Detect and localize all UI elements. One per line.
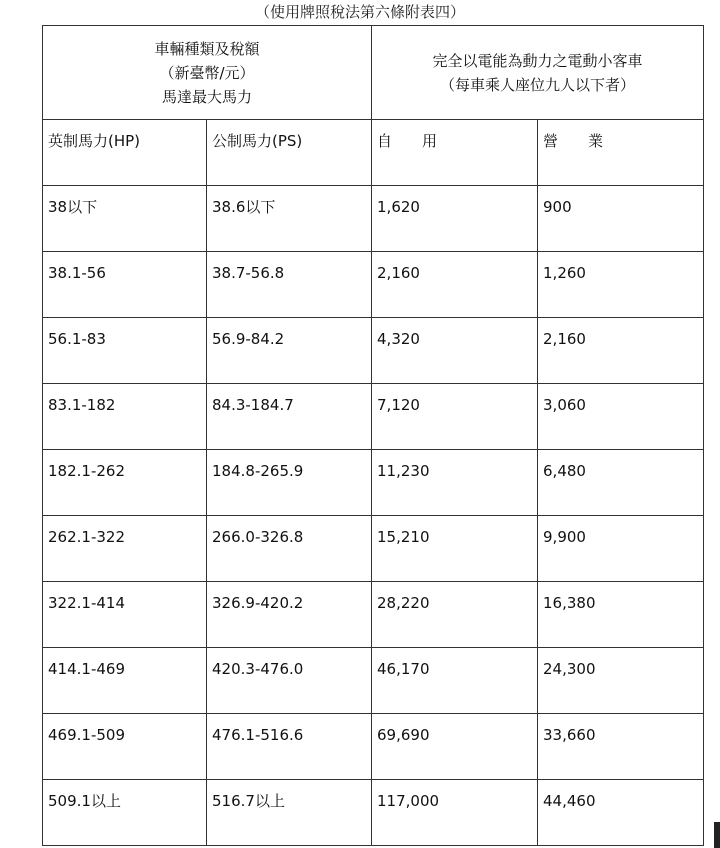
private-tax-cell [372, 186, 538, 252]
table-row [43, 384, 704, 450]
private-tax-cell [372, 252, 538, 318]
private-tax-value: 46,170 [377, 660, 430, 678]
commercial-tax-value: 33,660 [543, 726, 596, 744]
table-row [43, 648, 704, 714]
ps-cell [207, 648, 372, 714]
ps-value: 266.0-326.8 [212, 528, 304, 546]
hp-value: 56.1-83 [48, 330, 106, 348]
private-tax-cell [372, 582, 538, 648]
commercial-tax-cell [538, 516, 704, 582]
hp-cell [43, 648, 207, 714]
table-row [43, 252, 704, 318]
table-row [43, 516, 704, 582]
private-tax-cell [372, 318, 538, 384]
table-row [43, 582, 704, 648]
table-row [43, 780, 704, 846]
ps-value: 326.9-420.2 [212, 594, 304, 612]
commercial-tax-value: 2,160 [543, 330, 586, 348]
ps-column-header [207, 120, 372, 186]
hp-value: 38.1-56 [48, 264, 106, 282]
hp-column-label: 英制馬力(HP) [48, 132, 141, 150]
electric-car-header [372, 26, 704, 120]
table-header-row [43, 26, 704, 120]
commercial-tax-value: 1,260 [543, 264, 586, 282]
private-tax-value: 28,220 [377, 594, 430, 612]
private-tax-cell [372, 648, 538, 714]
table-row [43, 450, 704, 516]
private-tax-value: 11,230 [377, 462, 430, 480]
commercial-tax-cell [538, 582, 704, 648]
header-right-line-1: 完全以電能為動力之電動小客車 [432, 51, 643, 70]
vehicle-category-header [43, 26, 372, 120]
hp-cell [43, 318, 207, 384]
hp-cell [43, 252, 207, 318]
private-tax-cell [372, 714, 538, 780]
commercial-tax-cell [538, 780, 704, 846]
commercial-tax-value: 9,900 [543, 528, 586, 546]
commercial-use-char-2: 業 [588, 132, 604, 150]
hp-cell [43, 516, 207, 582]
private-tax-value: 7,120 [377, 396, 420, 414]
hp-value: 83.1-182 [48, 396, 116, 414]
commercial-use-label [538, 120, 703, 151]
license-tax-table [42, 25, 704, 846]
ps-cell [207, 516, 372, 582]
private-tax-cell [372, 780, 538, 846]
ps-value: 516.7以上 [212, 792, 285, 810]
private-use-column-header [372, 120, 538, 186]
ps-cell [207, 252, 372, 318]
table-subheader-row [43, 120, 704, 186]
commercial-tax-cell [538, 450, 704, 516]
hp-value: 38以下 [48, 198, 98, 216]
hp-cell [43, 582, 207, 648]
page-edge-mark [714, 822, 720, 848]
hp-cell [43, 714, 207, 780]
hp-value: 262.1-322 [48, 528, 125, 546]
private-use-char-1: 自 [377, 132, 393, 150]
header-left-line-1: 車輛種類及稅額 [154, 39, 260, 58]
header-right-line-2: （每車乘人座位九人以下者） [440, 75, 636, 94]
ps-cell [207, 582, 372, 648]
private-tax-value: 1,620 [377, 198, 420, 216]
table-row [43, 714, 704, 780]
private-tax-value: 15,210 [377, 528, 430, 546]
private-tax-value: 117,000 [377, 792, 440, 810]
ps-column-label: 公制馬力(PS) [212, 132, 303, 150]
commercial-tax-cell [538, 714, 704, 780]
ps-value: 420.3-476.0 [212, 660, 304, 678]
commercial-tax-value: 44,460 [543, 792, 596, 810]
ps-value: 56.9-84.2 [212, 330, 285, 348]
private-tax-cell [372, 450, 538, 516]
private-tax-cell [372, 516, 538, 582]
commercial-tax-value: 6,480 [543, 462, 586, 480]
commercial-tax-value: 24,300 [543, 660, 596, 678]
hp-value: 469.1-509 [48, 726, 125, 744]
private-use-char-2: 用 [422, 132, 438, 150]
table-row [43, 186, 704, 252]
ps-cell [207, 450, 372, 516]
ps-cell [207, 714, 372, 780]
private-tax-cell [372, 384, 538, 450]
hp-value: 414.1-469 [48, 660, 125, 678]
commercial-use-column-header [538, 120, 704, 186]
document-title: （使用牌照稅法第六條附表四） [254, 3, 465, 21]
table-row [43, 318, 704, 384]
header-left-line-2: （新臺幣/元） [159, 63, 255, 82]
ps-value: 38.7-56.8 [212, 264, 285, 282]
private-tax-value: 69,690 [377, 726, 430, 744]
private-tax-value: 2,160 [377, 264, 420, 282]
hp-cell [43, 384, 207, 450]
hp-cell [43, 450, 207, 516]
ps-cell [207, 384, 372, 450]
hp-cell [43, 780, 207, 846]
ps-value: 84.3-184.7 [212, 396, 294, 414]
commercial-tax-value: 3,060 [543, 396, 586, 414]
commercial-tax-cell [538, 384, 704, 450]
commercial-tax-cell [538, 186, 704, 252]
commercial-tax-value: 900 [543, 198, 572, 216]
commercial-tax-value: 16,380 [543, 594, 596, 612]
hp-column-header [43, 120, 207, 186]
commercial-tax-cell [538, 318, 704, 384]
ps-value: 184.8-265.9 [212, 462, 304, 480]
ps-cell [207, 318, 372, 384]
ps-value: 476.1-516.6 [212, 726, 304, 744]
ps-cell [207, 186, 372, 252]
commercial-tax-cell [538, 252, 704, 318]
commercial-tax-cell [538, 648, 704, 714]
hp-value: 322.1-414 [48, 594, 125, 612]
commercial-use-char-1: 營 [543, 132, 559, 150]
ps-value: 38.6以下 [212, 198, 276, 216]
hp-value: 182.1-262 [48, 462, 125, 480]
ps-cell [207, 780, 372, 846]
private-use-label [372, 120, 537, 151]
header-left-line-3: 馬達最大馬力 [162, 87, 253, 106]
hp-cell [43, 186, 207, 252]
private-tax-value: 4,320 [377, 330, 420, 348]
hp-value: 509.1以上 [48, 792, 121, 810]
